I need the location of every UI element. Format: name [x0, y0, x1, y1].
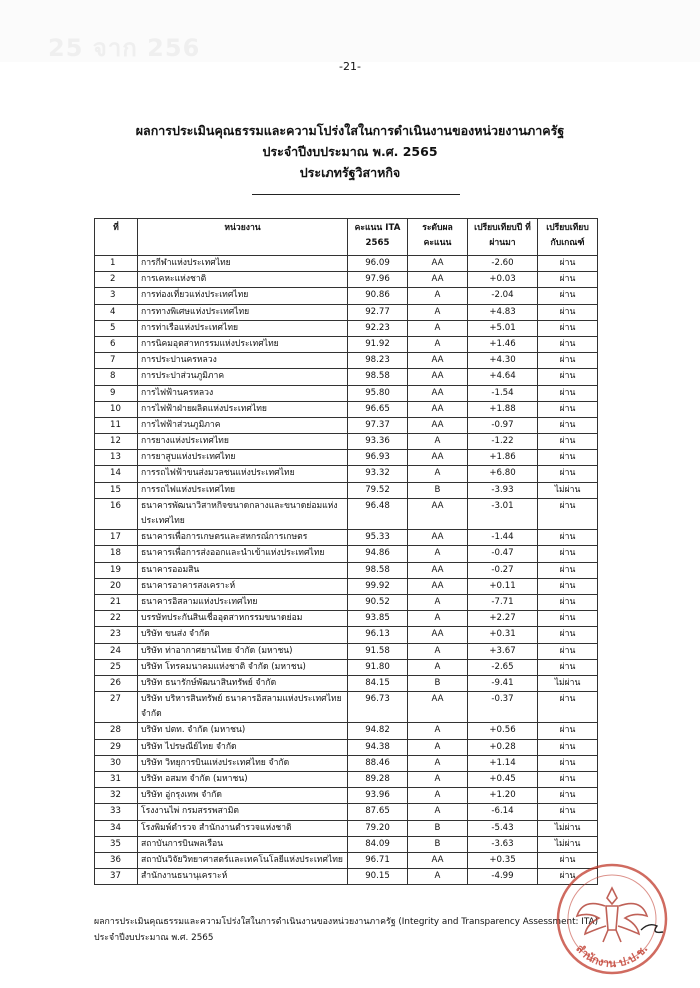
- row-compare-prev: +0.03: [468, 272, 538, 288]
- header-compare-prev: เปรียบเทียบปี ที่ผ่านมา: [468, 219, 538, 256]
- row-score: 96.09: [348, 256, 408, 272]
- row-compare-criteria: ผ่าน: [538, 723, 598, 739]
- row-number: 2: [95, 272, 138, 288]
- row-organization: การยางแห่งประเทศไทย: [138, 434, 348, 450]
- row-compare-criteria: ผ่าน: [538, 466, 598, 482]
- table-row: [95, 562, 598, 578]
- row-number: 13: [95, 450, 138, 466]
- row-compare-prev: -7.71: [468, 594, 538, 610]
- row-compare-prev: -3.93: [468, 482, 538, 498]
- row-organization: บริษัท ปตท. จำกัด (มหาชน): [138, 723, 348, 739]
- row-organization: การเคหะแห่งชาติ: [138, 272, 348, 288]
- row-score: 91.92: [348, 336, 408, 352]
- row-number: 9: [95, 385, 138, 401]
- row-compare-prev: -0.47: [468, 546, 538, 562]
- row-number: 29: [95, 739, 138, 755]
- table-row: [95, 272, 598, 288]
- row-compare-criteria: ผ่าน: [538, 401, 598, 417]
- row-number: 23: [95, 627, 138, 643]
- row-level: A: [408, 611, 468, 627]
- row-score: 98.58: [348, 562, 408, 578]
- row-compare-prev: -9.41: [468, 675, 538, 691]
- row-number: 24: [95, 643, 138, 659]
- heading-divider: [252, 194, 460, 195]
- row-number: 20: [95, 578, 138, 594]
- row-number: 1: [95, 256, 138, 272]
- row-number: 8: [95, 369, 138, 385]
- row-level: A: [408, 304, 468, 320]
- row-number: 25: [95, 659, 138, 675]
- document-heading: [0, 120, 700, 183]
- row-compare-prev: +1.86: [468, 450, 538, 466]
- row-number: 10: [95, 401, 138, 417]
- row-organization: สำนักงานธนานุเคราะห์: [138, 869, 348, 885]
- row-score: 88.46: [348, 755, 408, 771]
- row-level: AA: [408, 417, 468, 433]
- row-compare-prev: +0.11: [468, 578, 538, 594]
- row-level: A: [408, 320, 468, 336]
- table-row: [95, 852, 598, 868]
- row-compare-prev: -6.14: [468, 804, 538, 820]
- row-level: A: [408, 336, 468, 352]
- row-organization: โรงงานไพ่ กรมสรรพสามิต: [138, 804, 348, 820]
- table-row: [95, 659, 598, 675]
- row-compare-prev: -5.43: [468, 820, 538, 836]
- row-compare-criteria: ผ่าน: [538, 772, 598, 788]
- row-score: 97.96: [348, 272, 408, 288]
- row-number: 14: [95, 466, 138, 482]
- row-number: 36: [95, 852, 138, 868]
- row-number: 4: [95, 304, 138, 320]
- row-level: AA: [408, 353, 468, 369]
- table-row: [95, 627, 598, 643]
- row-score: 94.86: [348, 546, 408, 562]
- row-organization: โรงพิมพ์ตำรวจ สำนักงานตำรวจแห่งชาติ: [138, 820, 348, 836]
- row-score: 90.86: [348, 288, 408, 304]
- row-organization: บรรษัทประกันสินเชื่ออุตสาหกรรมขนาดย่อม: [138, 611, 348, 627]
- table-row: [95, 723, 598, 739]
- row-organization: ธนาคารเพื่อการเกษตรและสหกรณ์การเกษตร: [138, 530, 348, 546]
- row-score: 79.20: [348, 820, 408, 836]
- nacc-seal-stamp: [553, 860, 671, 978]
- header-no: ที่: [95, 219, 138, 256]
- row-number: 31: [95, 772, 138, 788]
- row-level: A: [408, 739, 468, 755]
- row-compare-criteria: ผ่าน: [538, 417, 598, 433]
- table-row: [95, 594, 598, 610]
- seal-text: สำนักงาน ป.ป.ช.: [573, 942, 651, 971]
- row-score: 95.80: [348, 385, 408, 401]
- table-row: [95, 578, 598, 594]
- row-compare-prev: +2.27: [468, 611, 538, 627]
- row-organization: การรถไฟแห่งประเทศไทย: [138, 482, 348, 498]
- row-compare-prev: +5.01: [468, 320, 538, 336]
- row-compare-criteria: ผ่าน: [538, 336, 598, 352]
- row-compare-criteria: ผ่าน: [538, 353, 598, 369]
- row-number: 33: [95, 804, 138, 820]
- row-score: 96.48: [348, 498, 408, 529]
- row-score: 92.77: [348, 304, 408, 320]
- heading-line-3: ประเภทรัฐวิสาหกิจ: [299, 165, 401, 180]
- row-score: 79.52: [348, 482, 408, 498]
- header-level: ระดับผล คะแนน: [408, 219, 468, 256]
- table-row: [95, 450, 598, 466]
- garuda-emblem-icon: [577, 888, 647, 942]
- row-organization: ธนาคารพัฒนาวิสาหกิจขนาดกลางและขนาดย่อมแห่งประเทศไทย: [138, 498, 348, 529]
- footer-line-2: ประจำปีงบประมาณ พ.ศ. 2565: [94, 933, 214, 943]
- row-score: 98.58: [348, 369, 408, 385]
- row-compare-prev: -0.97: [468, 417, 538, 433]
- row-organization: การไฟฟ้าฝ่ายผลิตแห่งประเทศไทย: [138, 401, 348, 417]
- row-number: 35: [95, 836, 138, 852]
- row-compare-prev: +6.80: [468, 466, 538, 482]
- row-compare-criteria: ผ่าน: [538, 369, 598, 385]
- table-row: [95, 498, 598, 529]
- row-compare-criteria: ผ่าน: [538, 562, 598, 578]
- row-number: 3: [95, 288, 138, 304]
- row-compare-prev: +0.31: [468, 627, 538, 643]
- row-compare-prev: -3.63: [468, 836, 538, 852]
- row-level: AA: [408, 627, 468, 643]
- row-compare-prev: +0.35: [468, 852, 538, 868]
- row-compare-criteria: ผ่าน: [538, 288, 598, 304]
- row-organization: การนิคมอุตสาหกรรมแห่งประเทศไทย: [138, 336, 348, 352]
- row-level: A: [408, 755, 468, 771]
- row-compare-prev: +3.67: [468, 643, 538, 659]
- row-compare-criteria: ผ่าน: [538, 611, 598, 627]
- table-row: [95, 611, 598, 627]
- row-compare-criteria: ผ่าน: [538, 594, 598, 610]
- row-score: 94.82: [348, 723, 408, 739]
- row-compare-criteria: ผ่าน: [538, 739, 598, 755]
- row-organization: การรถไฟฟ้าขนส่งมวลชนแห่งประเทศไทย: [138, 466, 348, 482]
- row-level: AA: [408, 692, 468, 723]
- table-body: [95, 256, 598, 885]
- row-score: 96.73: [348, 692, 408, 723]
- row-level: B: [408, 675, 468, 691]
- row-organization: การท่องเที่ยวแห่งประเทศไทย: [138, 288, 348, 304]
- row-number: 34: [95, 820, 138, 836]
- row-score: 96.71: [348, 852, 408, 868]
- heading-line-2: ประจำปีงบประมาณ พ.ศ. 2565: [262, 144, 438, 159]
- row-organization: การกีฬาแห่งประเทศไทย: [138, 256, 348, 272]
- row-level: A: [408, 546, 468, 562]
- row-score: 93.96: [348, 788, 408, 804]
- row-level: A: [408, 772, 468, 788]
- row-compare-criteria: ผ่าน: [538, 434, 598, 450]
- row-score: 89.28: [348, 772, 408, 788]
- row-level: B: [408, 482, 468, 498]
- table-row: [95, 256, 598, 272]
- row-number: 17: [95, 530, 138, 546]
- row-organization: ธนาคารเพื่อการส่งออกและนำเข้าแห่งประเทศไทย: [138, 546, 348, 562]
- row-compare-prev: -1.44: [468, 530, 538, 546]
- row-score: 93.85: [348, 611, 408, 627]
- row-compare-criteria: ผ่าน: [538, 643, 598, 659]
- row-organization: บริษัท ขนส่ง จำกัด: [138, 627, 348, 643]
- row-score: 94.38: [348, 739, 408, 755]
- row-organization: บริษัท บริหารสินทรัพย์ ธนาคารอิสลามแห่งประเทศไทย จำกัด: [138, 692, 348, 723]
- page-watermark: 25 จาก 256: [48, 34, 201, 62]
- table-row: [95, 401, 598, 417]
- row-compare-criteria: ผ่าน: [538, 869, 598, 885]
- table-row: [95, 434, 598, 450]
- document-footer: [94, 914, 614, 946]
- row-level: A: [408, 723, 468, 739]
- row-number: 6: [95, 336, 138, 352]
- row-compare-criteria: ผ่าน: [538, 546, 598, 562]
- row-compare-criteria: ผ่าน: [538, 852, 598, 868]
- row-score: 96.65: [348, 401, 408, 417]
- row-score: 96.93: [348, 450, 408, 466]
- row-organization: สถาบันวิจัยวิทยาศาสตร์และเทคโนโลยีแห่งประเทศไทย: [138, 852, 348, 868]
- row-number: 18: [95, 546, 138, 562]
- table-row: [95, 788, 598, 804]
- row-compare-prev: +1.88: [468, 401, 538, 417]
- row-compare-criteria: ผ่าน: [538, 659, 598, 675]
- row-organization: บริษัท อู่กรุงเทพ จำกัด: [138, 788, 348, 804]
- table-row: [95, 385, 598, 401]
- row-level: AA: [408, 385, 468, 401]
- row-score: 91.58: [348, 643, 408, 659]
- row-organization: ธนาคารอาคารสงเคราะห์: [138, 578, 348, 594]
- row-compare-prev: -2.60: [468, 256, 538, 272]
- header-score: คะแนน ITA 2565: [348, 219, 408, 256]
- header-compare-criteria: เปรียบเทียบ กับเกณฑ์: [538, 219, 598, 256]
- row-compare-criteria: ผ่าน: [538, 578, 598, 594]
- header-organization: หน่วยงาน: [138, 219, 348, 256]
- row-level: AA: [408, 852, 468, 868]
- row-number: 12: [95, 434, 138, 450]
- row-level: B: [408, 836, 468, 852]
- row-compare-prev: +0.45: [468, 772, 538, 788]
- row-compare-prev: -2.65: [468, 659, 538, 675]
- row-organization: การทางพิเศษแห่งประเทศไทย: [138, 304, 348, 320]
- row-compare-criteria: ไม่ผ่าน: [538, 836, 598, 852]
- row-compare-prev: +4.64: [468, 369, 538, 385]
- table-row: [95, 288, 598, 304]
- footer-line-1: ผลการประเมินคุณธรรมและความโปร่งใสในการดำเนินงานของหน่วยงานภาครัฐ (Integrity and Transparency Assessment: ITA): [94, 917, 599, 927]
- row-level: AA: [408, 450, 468, 466]
- row-score: 92.23: [348, 320, 408, 336]
- row-organization: บริษัท โทรคมนาคมแห่งชาติ จำกัด (มหาชน): [138, 659, 348, 675]
- row-organization: บริษัท อสมท จำกัด (มหาชน): [138, 772, 348, 788]
- row-compare-criteria: ไม่ผ่าน: [538, 482, 598, 498]
- table-row: [95, 369, 598, 385]
- table-row: [95, 675, 598, 691]
- row-number: 27: [95, 692, 138, 723]
- row-number: 15: [95, 482, 138, 498]
- row-number: 26: [95, 675, 138, 691]
- row-compare-criteria: ผ่าน: [538, 385, 598, 401]
- row-compare-prev: +0.56: [468, 723, 538, 739]
- row-score: 91.80: [348, 659, 408, 675]
- row-compare-criteria: ผ่าน: [538, 692, 598, 723]
- table-row: [95, 336, 598, 352]
- row-level: AA: [408, 256, 468, 272]
- table-row: [95, 304, 598, 320]
- row-number: 22: [95, 611, 138, 627]
- heading-line-1: ผลการประเมินคุณธรรมและความโปร่งใสในการดำเนินงานของหน่วยงานภาครัฐ: [135, 123, 565, 138]
- row-level: B: [408, 820, 468, 836]
- row-level: A: [408, 466, 468, 482]
- row-compare-prev: -0.37: [468, 692, 538, 723]
- row-compare-criteria: ผ่าน: [538, 627, 598, 643]
- row-level: A: [408, 594, 468, 610]
- row-organization: บริษัท ท่าอากาศยานไทย จำกัด (มหาชน): [138, 643, 348, 659]
- table-row: [95, 530, 598, 546]
- row-compare-criteria: ผ่าน: [538, 755, 598, 771]
- row-compare-criteria: ผ่าน: [538, 272, 598, 288]
- row-number: 21: [95, 594, 138, 610]
- table-row: [95, 739, 598, 755]
- table-row: [95, 482, 598, 498]
- row-number: 37: [95, 869, 138, 885]
- row-compare-prev: -1.22: [468, 434, 538, 450]
- row-number: 11: [95, 417, 138, 433]
- row-compare-criteria: ผ่าน: [538, 304, 598, 320]
- row-level: AA: [408, 562, 468, 578]
- row-compare-prev: -3.01: [468, 498, 538, 529]
- row-score: 99.92: [348, 578, 408, 594]
- row-score: 95.33: [348, 530, 408, 546]
- row-compare-criteria: ผ่าน: [538, 788, 598, 804]
- row-score: 93.32: [348, 466, 408, 482]
- row-compare-prev: +1.20: [468, 788, 538, 804]
- row-level: A: [408, 643, 468, 659]
- row-compare-prev: +1.14: [468, 755, 538, 771]
- table-row: [95, 772, 598, 788]
- row-compare-criteria: ผ่าน: [538, 320, 598, 336]
- row-score: 90.52: [348, 594, 408, 610]
- table-row: [95, 546, 598, 562]
- row-number: 5: [95, 320, 138, 336]
- signature-mark-icon: [641, 925, 663, 933]
- row-level: A: [408, 288, 468, 304]
- row-level: AA: [408, 369, 468, 385]
- row-organization: ธนาคารอิสลามแห่งประเทศไทย: [138, 594, 348, 610]
- table-row: [95, 755, 598, 771]
- row-level: AA: [408, 498, 468, 529]
- row-level: AA: [408, 578, 468, 594]
- row-compare-prev: +1.46: [468, 336, 538, 352]
- row-compare-prev: +4.83: [468, 304, 538, 320]
- page-number: -21-: [339, 60, 361, 73]
- table-row: [95, 836, 598, 852]
- row-compare-prev: -2.04: [468, 288, 538, 304]
- row-score: 87.65: [348, 804, 408, 820]
- table-row: [95, 804, 598, 820]
- row-level: A: [408, 659, 468, 675]
- row-score: 84.09: [348, 836, 408, 852]
- row-compare-criteria: ผ่าน: [538, 530, 598, 546]
- row-organization: บริษัท วิทยุการบินแห่งประเทศไทย จำกัด: [138, 755, 348, 771]
- row-organization: การไฟฟ้าส่วนภูมิภาค: [138, 417, 348, 433]
- row-organization: การท่าเรือแห่งประเทศไทย: [138, 320, 348, 336]
- row-organization: การไฟฟ้านครหลวง: [138, 385, 348, 401]
- row-organization: สถาบันการบินพลเรือน: [138, 836, 348, 852]
- table-row: [95, 417, 598, 433]
- row-compare-criteria: ไม่ผ่าน: [538, 820, 598, 836]
- table-header-row: [95, 219, 598, 256]
- row-compare-prev: -0.27: [468, 562, 538, 578]
- row-score: 90.15: [348, 869, 408, 885]
- table-row: [95, 643, 598, 659]
- row-number: 19: [95, 562, 138, 578]
- row-compare-prev: +4.30: [468, 353, 538, 369]
- row-number: 7: [95, 353, 138, 369]
- table-row: [95, 353, 598, 369]
- ita-results-table: [94, 218, 598, 885]
- table-row: [95, 466, 598, 482]
- row-level: AA: [408, 401, 468, 417]
- row-organization: การยาสูบแห่งประเทศไทย: [138, 450, 348, 466]
- row-number: 16: [95, 498, 138, 529]
- row-level: AA: [408, 530, 468, 546]
- row-score: 97.37: [348, 417, 408, 433]
- row-compare-criteria: ผ่าน: [538, 450, 598, 466]
- row-score: 98.23: [348, 353, 408, 369]
- table-row: [95, 869, 598, 885]
- row-compare-criteria: ผ่าน: [538, 256, 598, 272]
- row-number: 32: [95, 788, 138, 804]
- row-number: 30: [95, 755, 138, 771]
- row-compare-prev: -4.99: [468, 869, 538, 885]
- row-compare-criteria: ผ่าน: [538, 498, 598, 529]
- table-row: [95, 320, 598, 336]
- row-organization: การประปานครหลวง: [138, 353, 348, 369]
- row-organization: บริษัท ไปรษณีย์ไทย จำกัด: [138, 739, 348, 755]
- row-organization: ธนาคารออมสิน: [138, 562, 348, 578]
- row-compare-criteria: ไม่ผ่าน: [538, 675, 598, 691]
- table-row: [95, 820, 598, 836]
- row-score: 93.36: [348, 434, 408, 450]
- row-level: AA: [408, 272, 468, 288]
- row-compare-prev: +0.28: [468, 739, 538, 755]
- row-level: A: [408, 869, 468, 885]
- row-level: A: [408, 434, 468, 450]
- table-row: [95, 692, 598, 723]
- row-level: A: [408, 804, 468, 820]
- row-organization: การประปาส่วนภูมิภาค: [138, 369, 348, 385]
- row-score: 84.15: [348, 675, 408, 691]
- row-score: 96.13: [348, 627, 408, 643]
- row-compare-criteria: ผ่าน: [538, 804, 598, 820]
- row-compare-prev: -1.54: [468, 385, 538, 401]
- row-level: A: [408, 788, 468, 804]
- row-number: 28: [95, 723, 138, 739]
- row-organization: บริษัท ธนารักษ์พัฒนาสินทรัพย์ จำกัด: [138, 675, 348, 691]
